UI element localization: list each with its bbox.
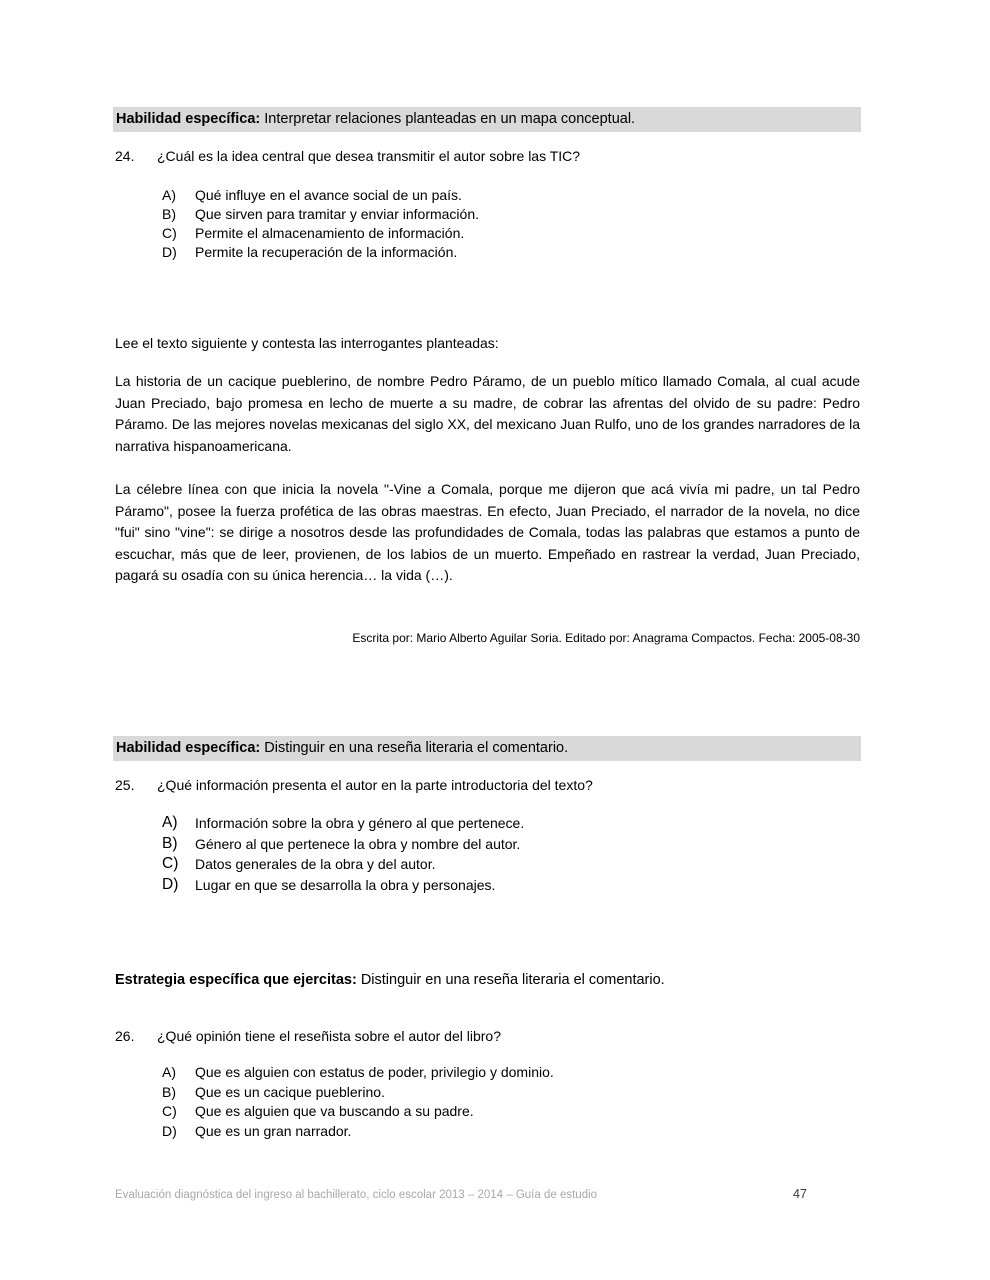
question-24-text: ¿Cuál es la idea central que desea transmitir el autor sobre las TIC? [157,148,581,164]
option-row [162,813,852,834]
option-row [162,243,852,262]
question-26-number: 26. [115,1028,135,1044]
reading-paragraph-1: La historia de un cacique pueblerino, de nombre Pedro Páramo, de un pueblo mítico llamado Comala, al cual acude Juan Preciado, bajo promesa en lecho de muerte a su madre, de cobrar las afrentas del olvido de su padre: Pedro Páramo. De las mejores novelas mexicanas del siglo XX, del mexicano Juan Rulfo, uno de los grandes narradores de la narrativa hispanoamericana. [115,373,860,454]
question-25-number: 25. [115,777,135,793]
option-row [162,1083,852,1103]
option-row [162,224,852,243]
option-text: Qué influye en el avance social de un país. [195,187,462,203]
skill-header-label: Habilidad específica: [116,740,261,756]
skill-header-bar-1 [113,107,861,132]
question-26 [115,1028,860,1045]
option-letter: B) [162,206,176,222]
question-26-options [162,1063,852,1141]
option-letter: B) [162,1083,176,1100]
option-letter: D) [162,1122,177,1139]
option-row [162,1102,852,1122]
option-row [162,205,852,224]
skill-header-bar-2 [113,736,861,761]
option-letter: A) [162,814,178,831]
strategy-line [115,971,860,989]
option-row [162,854,852,875]
question-24 [115,148,860,165]
option-row [162,1122,852,1142]
question-25 [115,777,860,794]
option-letter: A) [162,187,176,203]
option-row [162,1063,852,1083]
reading-paragraph-2: La célebre línea con que inicia la novela "-Vine a Comala, porque me dijeron que acá vivía mi padre, un tal Pedro Páramo", posee la fuerza profética de las obras maestras. En efecto, Juan Preciado, el narrador de la novela, no dice "fui" sino "vine": se dirige a nosotros desde las profundidades de Comala, todas las palabras que estamos a punto de escuchar, más que de leer, provienen, de los labios de un muerto. Empeñado en rastrear la verdad, Juan Preciado, pagará su osadía con su única herencia… la vida (…). [115,481,860,583]
question-25-options [162,813,852,895]
page-number: 47 [793,1187,807,1201]
option-text: Permite la recuperación de la información. [195,244,458,260]
strategy-text: Distinguir en una reseña literaria el comentario. [360,972,665,988]
option-text: Información sobre la obra y género al que pertenece. [195,815,525,831]
option-row [162,834,852,855]
option-text: Lugar en que se desarrolla la obra y personajes. [195,876,496,893]
question-25-text: ¿Qué información presenta el autor en la parte introductoria del texto? [157,777,593,793]
strategy-label: Estrategia específica que ejercitas: [115,972,357,988]
footer-text: Evaluación diagnóstica del ingreso al bachillerato, ciclo escolar 2013 – 2014 – Guía de estudio [115,1189,598,1201]
option-row [162,186,852,205]
option-row [162,875,852,896]
option-letter: C) [162,1103,177,1119]
option-text: Que es alguien que va buscando a su padre. [195,1103,474,1119]
question-24-options [162,186,852,262]
option-letter: B) [162,834,178,852]
option-text: Que es un cacique pueblerino. [195,1083,385,1100]
option-letter: C) [162,225,177,241]
option-letter: C) [162,855,179,872]
option-letter: A) [162,1064,176,1080]
skill-header-label: Habilidad específica: [116,111,261,127]
question-24-number: 24. [115,148,135,164]
option-letter: D) [162,244,177,260]
skill-header-text: Distinguir en una reseña literaria el comentario. [264,740,569,756]
citation-line: Escrita por: Mario Alberto Aguilar Soria. Editado por: Anagrama Compactos. Fecha: 2005-08-30 [352,631,860,645]
option-text: Que es alguien con estatus de poder, privilegio y dominio. [195,1064,554,1080]
question-26-text: ¿Qué opinión tiene el reseñista sobre el autor del libro? [157,1028,501,1044]
option-text: Datos generales de la obra y del autor. [195,856,436,872]
option-text: Que sirven para tramitar y enviar información. [195,206,479,222]
skill-header-text: Interpretar relaciones planteadas en un mapa conceptual. [264,111,636,127]
option-text: Que es un gran narrador. [195,1122,352,1139]
option-letter: D) [162,875,179,893]
option-text: Permite el almacenamiento de información. [195,225,465,241]
option-text: Género al que pertenece la obra y nombre del autor. [195,835,521,852]
reading-intro: Lee el texto siguiente y contesta las interrogantes planteadas: [115,335,499,351]
